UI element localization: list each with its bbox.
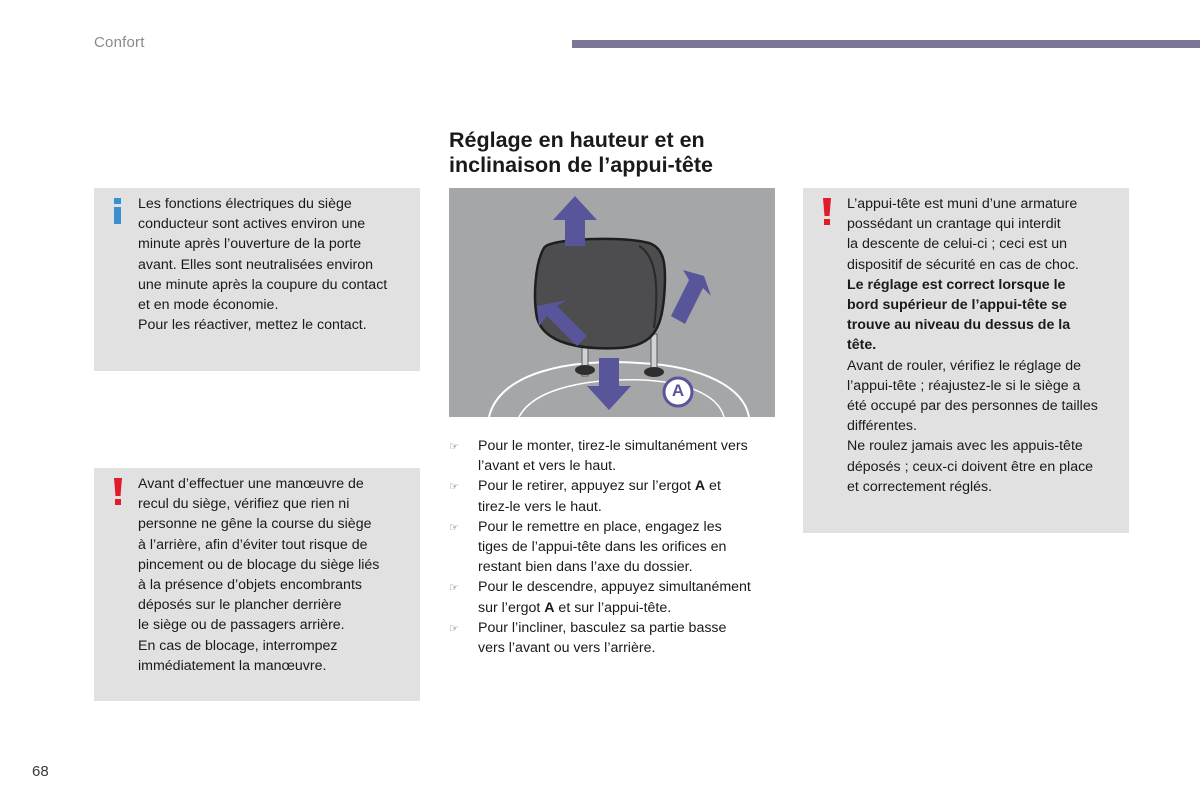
warning-line: recul du siège, vérifiez que rien ni — [138, 496, 350, 513]
warning-text — [138, 474, 414, 676]
page-number: 68 — [32, 763, 49, 780]
warning-line: à l’arrière, afin d’éviter tout risque de — [138, 536, 368, 553]
step-line: vers l’avant ou vers l’arrière. — [478, 640, 656, 657]
warning-line: déposés sur le plancher derrière — [138, 597, 342, 614]
info-line: Pour les réactiver, mettez le contact. — [138, 317, 367, 334]
instruction-steps — [449, 436, 779, 658]
warning-icon — [108, 476, 128, 506]
warning-box-headrest — [803, 188, 1129, 533]
info-line: conducteur sont actives environ une — [138, 216, 366, 233]
warning-line: possédant un crantage qui interdit — [847, 216, 1061, 233]
step-line: Pour le retirer, appuyez sur l’ergot — [478, 478, 695, 495]
step-item — [449, 517, 779, 578]
warning-line: Avant d’effectuer une manœuvre de — [138, 476, 364, 492]
warning-line: déposés ; ceux-ci doivent être en place — [847, 458, 1094, 475]
warning-line: Avant de rouler, vérifiez le réglage de — [847, 357, 1081, 374]
info-text — [138, 194, 414, 335]
warning-line: pincement ou de blocage du siège liés — [138, 556, 380, 573]
step-line: restant bien dans l’axe du dossier. — [478, 559, 693, 576]
info-line: Les fonctions électriques du siège — [138, 196, 352, 212]
warning-line-bold: tête. — [847, 337, 877, 354]
page-title: Réglage en hauteur et en inclinaison de l’appui-tête — [449, 128, 714, 177]
headrest-cushion — [535, 239, 665, 348]
step-line: l’avant et vers le haut. — [478, 458, 617, 475]
warning-line: immédiatement la manœuvre. — [138, 657, 327, 674]
step-item — [449, 436, 779, 476]
arrow-down-icon — [587, 358, 631, 410]
warning-line-bold: Le réglage est correct lorsque le — [847, 276, 1066, 293]
warning-line: le siège ou de passagers arrière. — [138, 617, 345, 634]
info-box — [94, 188, 420, 371]
warning-line-bold: trouve au niveau du dessus de la — [847, 317, 1071, 334]
warning-text — [847, 194, 1123, 497]
callout-a-label: A — [671, 381, 685, 400]
warning-line-bold: bord supérieur de l’appui-tête se — [847, 297, 1067, 314]
warning-line: et correctement réglés. — [847, 478, 993, 495]
info-line: minute après l’ouverture de la porte — [138, 236, 362, 253]
step-line: Pour l’incliner, basculez sa partie basse — [478, 619, 727, 636]
warning-line: dispositif de sécurité en cas de choc. — [847, 256, 1079, 273]
step-line: tiges de l’appui-tête dans les orifices en — [478, 539, 727, 556]
step-line: Pour le monter, tirez-le simultanément vers — [478, 438, 748, 454]
pointing-hand-icon: ☞ — [449, 521, 459, 534]
info-icon — [108, 196, 128, 226]
step-item — [449, 476, 779, 516]
step-item — [449, 577, 779, 617]
pointing-hand-icon: ☞ — [449, 481, 459, 494]
warning-box-seat-recoil — [94, 468, 420, 701]
pointing-hand-icon: ☞ — [449, 582, 459, 595]
step-line: et — [705, 478, 721, 495]
warning-line: l’appui-tête ; réajustez-le si le siège a — [847, 377, 1081, 394]
seat-back-inner — [519, 380, 724, 417]
pointing-hand-icon: ☞ — [449, 441, 459, 453]
warning-line: été occupé par des personnes de tailles — [847, 398, 1098, 415]
info-line: avant. Elles sont neutralisées environ — [138, 256, 374, 273]
warning-line: Ne roulez jamais avec les appuis-tête — [847, 438, 1083, 455]
warning-line: personne ne gêne la course du siège — [138, 516, 372, 533]
info-line: et en mode économie. — [138, 297, 279, 314]
header-bar — [572, 40, 1200, 48]
step-item — [449, 618, 779, 658]
warning-line: différentes. — [847, 418, 917, 435]
warning-icon — [817, 196, 837, 226]
warning-line: la descente de celui-ci ; ceci est un — [847, 236, 1068, 253]
step-line: tirez-le vers le haut. — [478, 498, 602, 515]
info-line: une minute après la coupure du contact — [138, 276, 388, 293]
headrest-drawing — [449, 188, 775, 417]
headrest-illustration — [449, 188, 775, 417]
arrow-tilt-up-icon — [671, 270, 711, 324]
section-label: Confort — [94, 34, 145, 51]
pointing-hand-icon: ☞ — [449, 622, 459, 635]
warning-line: à la présence d’objets encombrants — [138, 577, 362, 594]
step-line-bold: A — [694, 478, 706, 495]
step-line: sur l’ergot — [478, 599, 545, 616]
step-line: Pour le remettre en place, engagez les — [478, 518, 722, 535]
step-line: et sur l’appui-tête. — [554, 599, 672, 616]
step-line-bold: A — [544, 599, 555, 616]
warning-line: En cas de blocage, interrompez — [138, 637, 338, 654]
step-line: Pour le descendre, appuyez simultanément — [478, 579, 751, 596]
warning-line: L’appui-tête est muni d’une armature — [847, 196, 1078, 212]
